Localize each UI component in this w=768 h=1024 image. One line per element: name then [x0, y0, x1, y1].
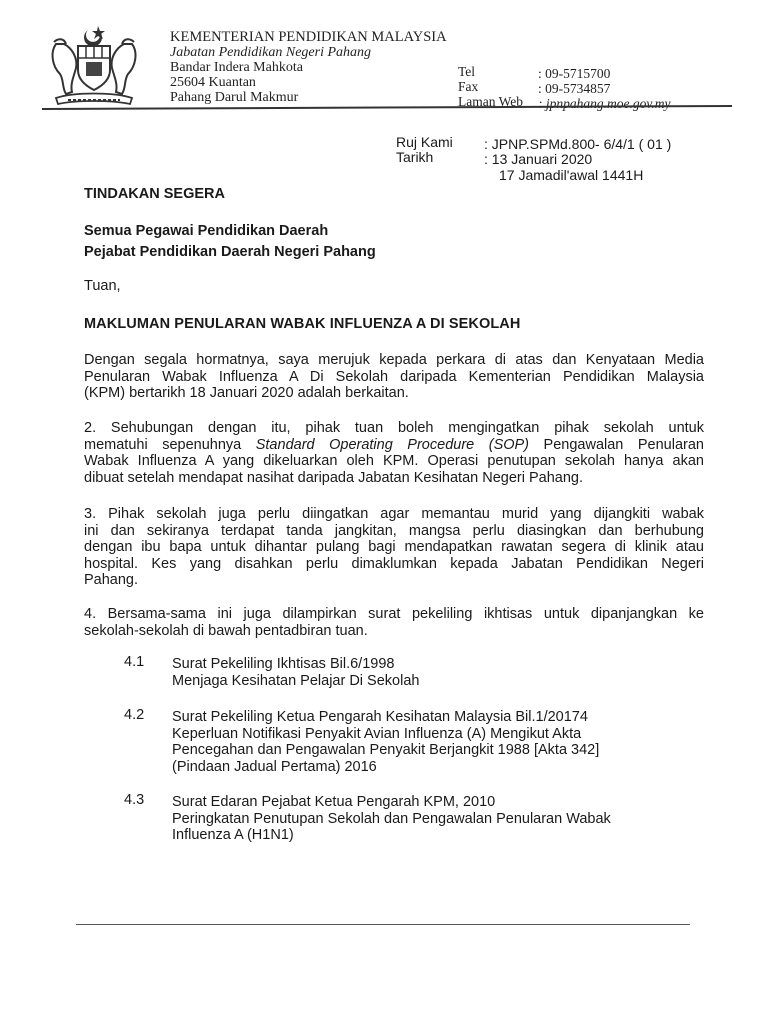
department-name: Jabatan Pendidikan Negeri Pahang [170, 45, 372, 60]
p3-line-5: Pahang. [84, 572, 139, 588]
p2-line-3: Wabak Influenza A yang dikeluarkan oleh KPM. Operasi penutupan sekolah hanya akan [84, 453, 704, 469]
p3-line-4: hospital. Kes yang disahkan perlu dimaklumkan kepada Jabatan Pendidikan Negeri [84, 555, 704, 572]
p1-line-3: (KPM) bertarikh 18 Januari 2020 adalah berkaitan. [84, 385, 409, 401]
attachment-4-2-line-3: Pencegahan dan Pengawalan Penyakit Berjangkit 1988 [Akta 342] [172, 742, 600, 758]
ruj-kami-value: : JPNP.SPMd.800- 6/4/1 ( 01 ) [484, 136, 672, 152]
salutation: Tuan, [84, 278, 121, 294]
attachment-4-2-line-1: Surat Pekeliling Ketua Pengarah Kesihatan Malaysia Bil.1/20174 [172, 709, 588, 725]
address-line-2: 25604 Kuantan [170, 75, 256, 90]
coat-of-arms-logo [46, 22, 142, 108]
paragraph-1 [84, 352, 704, 402]
p2-line-4: dibuat setelah mendapat nasihat daripada Jabatan Kesihatan Negeri Pahang. [84, 469, 584, 486]
address-line-3: Pahang Darul Makmur [170, 90, 299, 105]
attachment-4-2-line-2: Keperluan Notifikasi Penyakit Avian Influenza (A) Mengikut Akta [172, 725, 582, 742]
sop-emphasis: Standard Operating Procedure (SOP) [255, 436, 530, 453]
p2-line-1: 2. Sehubungan dengan itu, pihak tuan boleh mengingatkan pihak sekolah untuk [84, 420, 704, 436]
footer-divider [76, 924, 690, 925]
p2-line-2-post: Pengawalan Penularan [529, 436, 704, 453]
address-line-1: Bandar Indera Mahkota [170, 60, 303, 75]
paragraph-3 [84, 506, 704, 589]
website-label: Laman Web [458, 94, 524, 109]
hijri-date: 17 Jamadil'awal 1441H [499, 167, 644, 183]
p1-line-2: Penularan Wabak Influenza A Di Sekolah daripada Kementerian Pendidikan Malaysia [84, 368, 704, 385]
tarikh-label: Tarikh [396, 149, 434, 165]
p4-line-1: 4. Bersama-sama ini juga dilampirkan surat pekeliling ikhtisas untuk dipanjangkan ke [84, 606, 704, 622]
fax-label: Fax [458, 79, 479, 94]
attachment-4-3-number: 4.3 [124, 792, 145, 808]
attachment-4-2-line-4: (Pindaan Jadual Pertama) 2016 [172, 758, 377, 775]
p4-line-2: sekolah-sekolah di bawah pentadbiran tuan. [84, 622, 368, 639]
paragraph-4 [84, 606, 704, 639]
recipient-line-1: Semua Pegawai Pendidikan Daerah [84, 223, 329, 239]
urgency-heading: TINDAKAN SEGERA [84, 186, 225, 202]
attachment-4-2-number: 4.2 [124, 707, 145, 723]
attachment-4-3-line-1: Surat Edaran Pejabat Ketua Pengarah KPM, 2010 [172, 794, 496, 810]
recipient-line-2: Pejabat Pendidikan Daerah Negeri Pahang [84, 244, 376, 260]
attachment-4-2 [172, 709, 599, 775]
ruj-kami-label: Ruj Kami [396, 134, 453, 150]
attachment-4-3-line-3: Influenza A (H1N1) [172, 827, 294, 843]
p2-line-2-pre: mematuhi sepenuhnya [84, 436, 256, 453]
p3-line-3: dengan ibu bapa untuk dihantar pulang bagi mendapatkan rawatan segera di klinik atau [84, 539, 704, 555]
attachment-4-1-number: 4.1 [124, 654, 145, 670]
website-value: : jpnpahang.moe.gov.my [538, 96, 671, 111]
tel-value: : 09-5715700 [538, 66, 611, 81]
attachment-4-3 [172, 794, 611, 844]
tarikh-value: : 13 Januari 2020 [484, 151, 593, 167]
attachment-4-1-line-1: Surat Pekeliling Ikhtisas Bil.6/1998 [172, 656, 395, 672]
attachment-4-1-line-2: Menjaga Kesihatan Pelajar Di Sekolah [172, 672, 420, 689]
p2-line-2 [84, 437, 704, 454]
tel-label: Tel [458, 64, 476, 79]
subject-heading: MAKLUMAN PENULARAN WABAK INFLUENZA A DI SEKOLAH [84, 316, 521, 332]
ministry-name: KEMENTERIAN PENDIDIKAN MALAYSIA [170, 29, 447, 45]
p3-line-1: 3. Pihak sekolah juga perlu diingatkan agar memantau murid yang dijangkiti wabak [84, 506, 704, 522]
p1-line-1: Dengan segala hormatnya, saya merujuk kepada perkara di atas dan Kenyataan Media [84, 352, 704, 368]
paragraph-2 [84, 420, 704, 486]
attachment-4-3-line-2: Peringkatan Penutupan Sekolah dan Pengawalan Penularan Wabak [172, 810, 611, 827]
p3-line-2: ini dan sekiranya terdapat tanda jangkitan, mangsa perlu diasingkan dan berhubung [84, 522, 704, 539]
attachment-4-1 [172, 656, 419, 689]
fax-value: : 09-5734857 [538, 81, 611, 96]
